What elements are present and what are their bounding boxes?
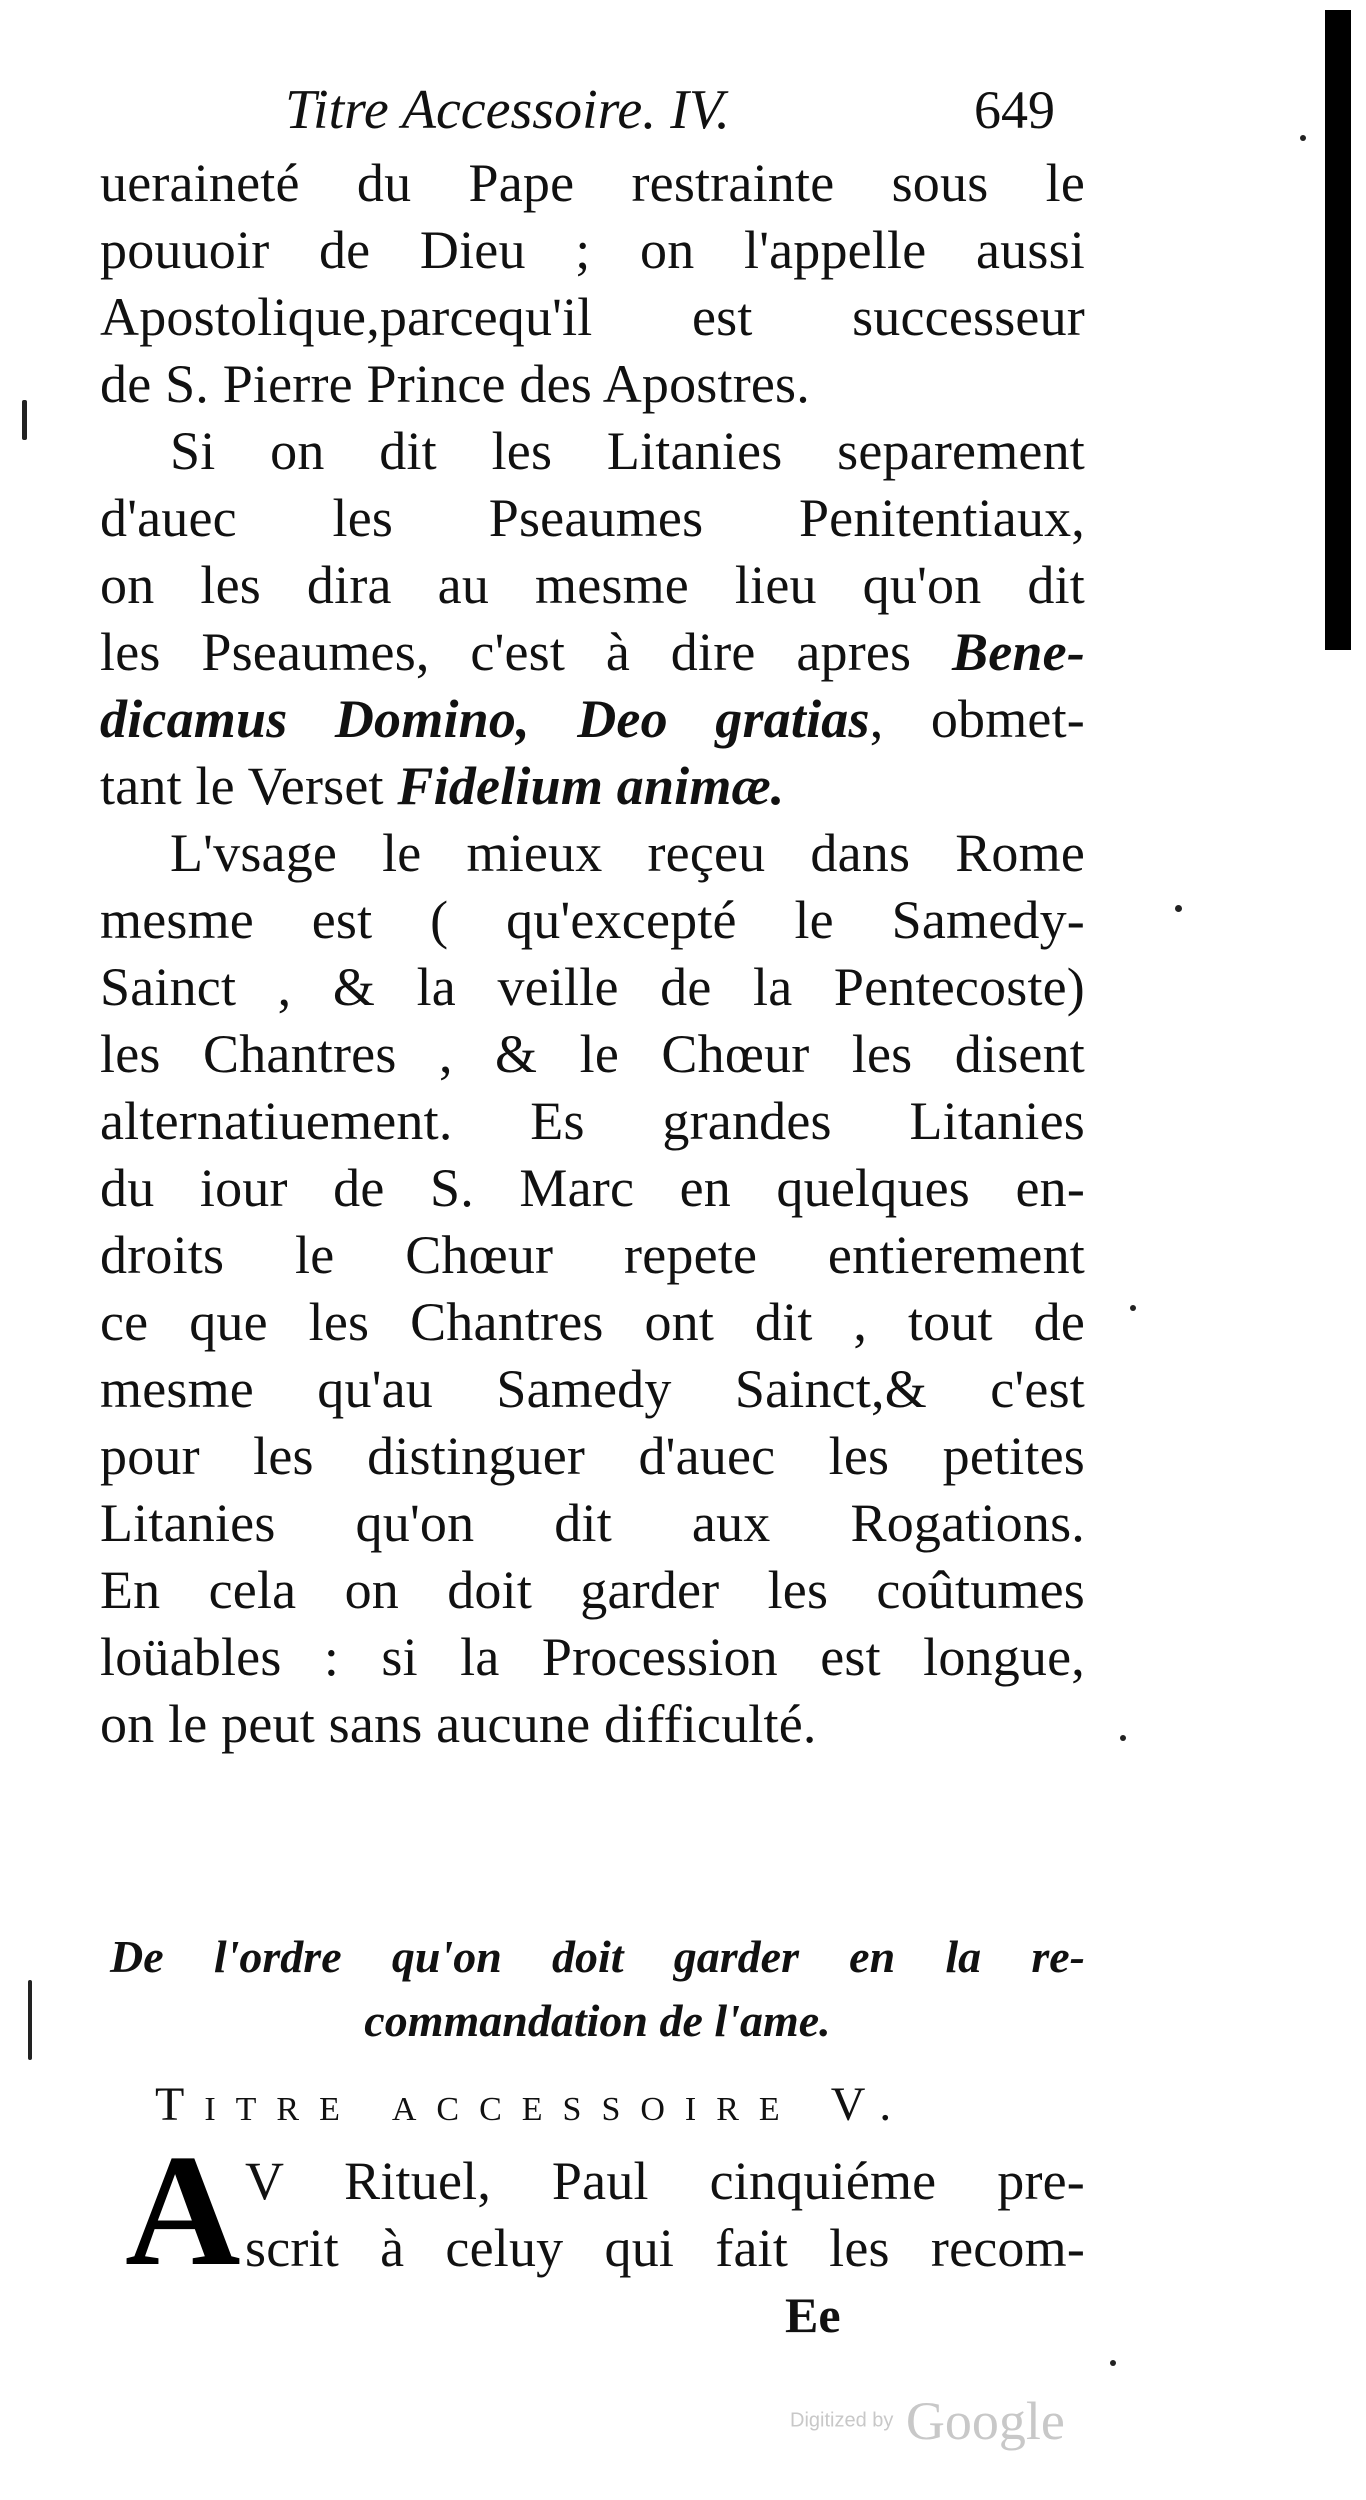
- scan-edge-shadow: [1325, 10, 1351, 650]
- watermark-brand: Google: [905, 2391, 1065, 2451]
- section-title: Titre accessoire V.: [155, 2078, 912, 2131]
- drop-cap: A: [125, 2121, 241, 2299]
- text-line: on le peut sans aucune difficulté.: [100, 1694, 817, 1754]
- text-run: , obmet-: [869, 689, 1085, 749]
- text-line: loüables : si la Procession est longue,: [100, 1627, 1085, 1687]
- text-line: Litanies qu'on dit aux Rogations.: [100, 1493, 1085, 1553]
- text-line: L'vsage le mieux reçeu dans Rome: [170, 823, 1085, 883]
- italic-run: dicamus Domino, Deo gratias: [100, 689, 870, 749]
- catchword: Ee: [785, 2287, 841, 2343]
- text-line: alternatiuement. Es grandes Litanies: [100, 1091, 1085, 1151]
- text-line: ce que les Chantres ont dit , tout de: [100, 1292, 1085, 1352]
- scan-speck: [22, 400, 27, 440]
- scan-speck: [1175, 905, 1182, 912]
- scan-speck: [1110, 2360, 1116, 2366]
- text-run: tant le Verset: [100, 756, 384, 816]
- text-line: Sainct , & la veille de la Pentecoste): [100, 957, 1085, 1017]
- running-head: [285, 70, 1085, 150]
- text-run: les Pseaumes, c'est à dire apres: [100, 622, 912, 682]
- section-heading-line: commandation de l'ame.: [364, 1995, 831, 2046]
- text-line: V Rituel, Paul cinquiéme pre-: [245, 2151, 1085, 2211]
- text-line: du iour de S. Marc en quelques en-: [100, 1158, 1085, 1218]
- text-line: En cela on doit garder les coûtumes: [100, 1560, 1085, 1620]
- text-line: Si on dit les Litanies separement: [170, 421, 1085, 481]
- text-line: scrit à celuy qui fait les recom-: [245, 2218, 1085, 2278]
- text-line: mesme qu'au Samedy Sainct,& c'est: [100, 1359, 1085, 1419]
- text-line: ueraineté du Pape restrainte sous le: [100, 153, 1085, 213]
- text-line: [100, 619, 1085, 686]
- italic-run: Fidelium animæ.: [397, 756, 785, 816]
- watermark-prefix: Digitized by: [790, 2409, 894, 2432]
- text-line: [100, 686, 1085, 753]
- scan-speck: [1130, 1305, 1136, 1311]
- text-line: d'auec les Pseaumes Penitentiaux,: [100, 488, 1085, 548]
- text-line: [100, 753, 1085, 820]
- text-line: on les dira au mesme lieu qu'on dit: [100, 555, 1085, 615]
- text-line: Apostolique,parcequ'il est successeur: [100, 287, 1085, 347]
- text-line: de S. Pierre Prince des Apostres.: [100, 354, 810, 414]
- page-number: 649: [974, 80, 1055, 140]
- text-line: droits le Chœur repete entierement: [100, 1225, 1085, 1285]
- scan-speck: [1120, 1735, 1126, 1741]
- italic-run: Bene-: [952, 622, 1086, 682]
- text-line: pour les distinguer d'auec les petites: [100, 1426, 1085, 1486]
- text-line: pouuoir de Dieu ; on l'appelle aussi: [100, 220, 1085, 280]
- text-line: mesme est ( qu'excepté le Samedy-: [100, 890, 1085, 950]
- running-head-title: Titre Accessoire. IV.: [285, 79, 730, 141]
- final-paragraph: [245, 2148, 1085, 2282]
- scan-speck: [28, 1980, 32, 2060]
- scan-speck: [1300, 135, 1306, 141]
- section-heading-line: De l'ordre qu'on doit garder en la re-: [110, 1931, 1085, 1982]
- section-heading: [110, 1925, 1085, 2053]
- text-line: les Chantres , & le Chœur les disent: [100, 1024, 1085, 1084]
- main-text: [100, 150, 1085, 1758]
- digitized-watermark: [790, 2390, 1065, 2460]
